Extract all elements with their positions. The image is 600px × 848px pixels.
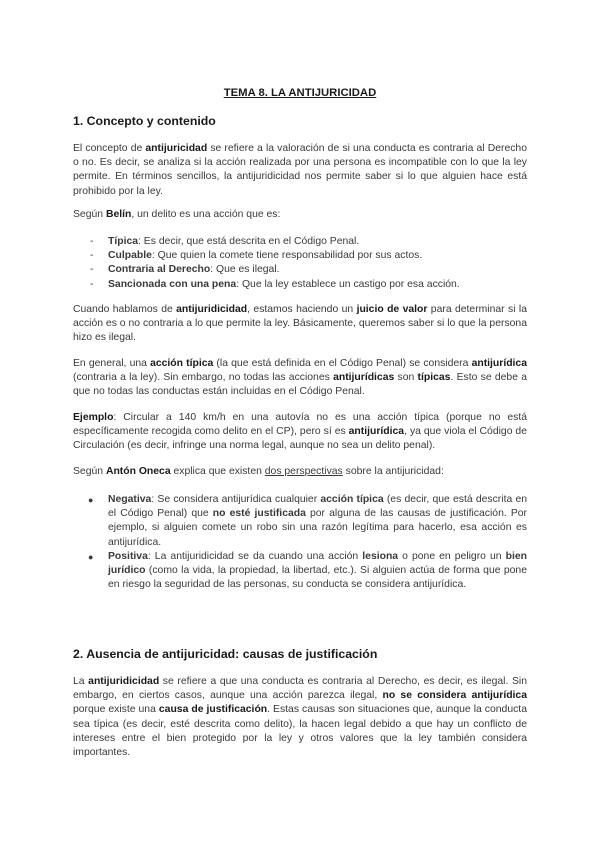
paragraph-example: Ejemplo: Circular a 140 km/h en una autovía no es una acción típica (porque no está específicamente recogida como delito en el CP), pero sí es antijurídica, ya que viola el Código de Circulación (es decir, infringe una norma legal, aunque no sea un delito penal). [73, 412, 527, 452]
document-title: TEMA 8. LA ANTIJURICIDAD [223, 87, 377, 99]
paragraph-anton-oneca: Según Antón Oneca explica que existen dos perspectivas sobre la antijuricidad: [73, 466, 444, 477]
paragraph-concept: El concepto de antijuricidad se refiere a la valoración de si una conducta es contraria al Derecho o no. Es decir, se analiza si la acción realizada por una persona es incompatible con lo que la ley permite. En términos sencillos, la antijuridicidad nos permite saber si lo que alguien hace está prohibido por la ley. [73, 143, 527, 197]
list-item: - Culpable: Que quien la comete tiene responsabilidad por sus actos. [73, 249, 527, 263]
section-1-heading: 1. Concepto y contenido [73, 114, 216, 128]
paragraph-justification-causes: La antijuridicidad se refiere a que una conducta es contraria al Derecho, es decir, es ilegal. Sin embargo, en ciertos casos, aunque una acción parezca ilegal, no se considera antijurídica porque existe una causa de justificación. Estas causas son situaciones que, aunque la conducta sea típica (es decir, esté descrita como delito), la hacen legal debido a que hay un conflicto de intereses entre el bien protegido por la ley y otros valores que la ley también considera importantes. [73, 676, 527, 759]
list-item: ● Positiva: La antijuridicidad se da cuando una acción lesiona o pone en peligro un bien jurídico (como la vida, la propiedad, la libertad, etc.). Si alguien actúa de forma que pone en riesgo la seguridad de las personas, su conducta se considera antijurídica. [73, 550, 527, 593]
paragraph-typical-action: En general, una acción típica (la que está definida en el Código Penal) se considera antijurídica (contraria a la ley). Sin embargo, no todas las acciones antijurídicas son típicas. Esto se debe a que no todas las conductas están incluidas en el Código Penal. [73, 358, 528, 398]
list-item: ● Negativa: Se considera antijurídica cualquier acción típica (es decir, que está descrita en el Código Penal) que no esté justificada por alguna de las causas de justificación. Por ejemplo, si alguien comete un robo sin una razón legítima para hacerlo, esa acción es antijurídica. [73, 493, 527, 550]
crime-traits-list [73, 235, 527, 292]
list-item: - Contraria al Derecho: Que es ilegal. [73, 263, 527, 277]
paragraph-belin: Según Belín, un delito es una acción que es: [73, 209, 281, 220]
perspectives-list [73, 493, 527, 592]
section-2-heading: 2. Ausencia de antijuricidad: causas de justificación [73, 647, 378, 661]
list-item: - Sancionada con una pena: Que la ley establece un castigo por esa acción. [73, 278, 527, 292]
list-item: - Típica: Es decir, que está descrita en el Código Penal. [73, 235, 527, 249]
paragraph-value-judgment: Cuando hablamos de antijuridicidad, estamos haciendo un juicio de valor para determinar si la acción es o no contraria a lo que permite la ley. Básicamente, queremos saber si lo que la persona hizo es ilegal. [73, 304, 527, 344]
